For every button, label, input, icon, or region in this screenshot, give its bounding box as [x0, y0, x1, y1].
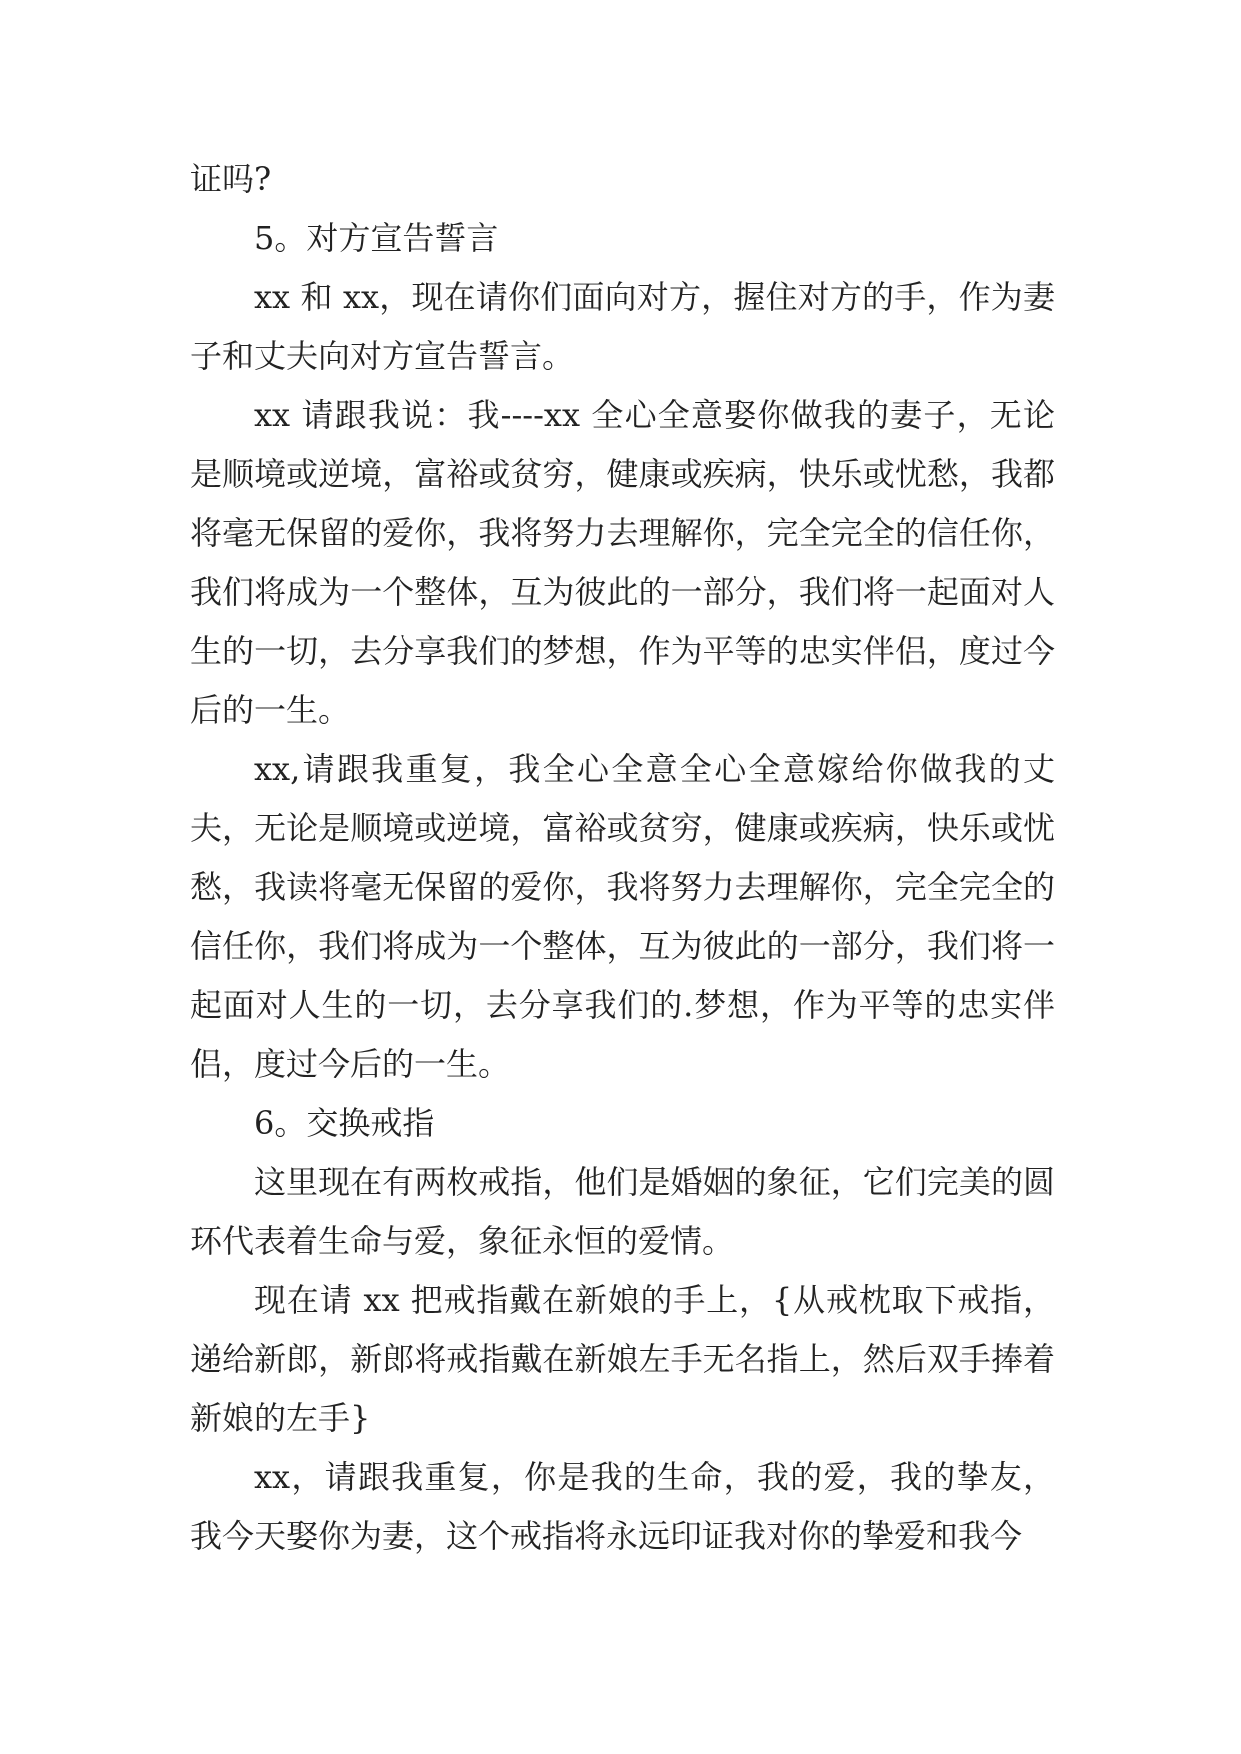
- paragraph-continuation: 证吗?: [190, 160, 272, 198]
- paragraph-groom-vow: xx 请跟我说：我----xx 全心全意娶你做我的妻子，无论是顺境或逆境，富裕或贫穷，健康或疾病，快乐或忧愁，我都将毫无保留的爱你，我将努力去理解你，完全完全的信任你，我们将成为一个整体，互为彼此的一部分，我们将一起面对人生的一切，去分享我们的梦想，作为平等的忠实伴侣，度过今后的一生。: [190, 396, 1055, 729]
- section-heading-rings: 6。交换戒指: [254, 1104, 435, 1142]
- paragraph-rings-intro: 这里现在有两枚戒指，他们是婚姻的象征，它们完美的圆环代表着生命与爱，象征永恒的爱情。: [190, 1163, 1055, 1260]
- document-page: [190, 150, 1055, 1566]
- paragraph-ring-vow: xx，请跟我重复，你是我的生命，我的爱，我的挚友，我今天娶你为妻，这个戒指将永远印证我对你的挚爱和我今: [190, 1458, 1055, 1555]
- section-heading-vows: 5。对方宣告誓言: [254, 219, 499, 257]
- paragraph-bride-vow: xx,请跟我重复，我全心全意全心全意嫁给你做我的丈夫，无论是顺境或逆境，富裕或贫穷，健康或疾病，快乐或忧愁，我读将毫无保留的爱你，我将努力去理解你，完全完全的信任你，我们将成为一个整体，互为彼此的一部分，我们将一起面对人生的一切，去分享我们的.梦想，作为平等的忠实伴侣，度过今后的一生。: [190, 750, 1055, 1083]
- paragraph-ring-instruction: 现在请 xx 把戒指戴在新娘的手上，{从戒枕取下戒指，递给新郎，新郎将戒指戴在新娘左手无名指上，然后双手捧着新娘的左手}: [190, 1281, 1055, 1437]
- paragraph-vows-intro: xx 和 xx，现在请你们面向对方，握住对方的手，作为妻子和丈夫向对方宣告誓言。: [190, 278, 1055, 375]
